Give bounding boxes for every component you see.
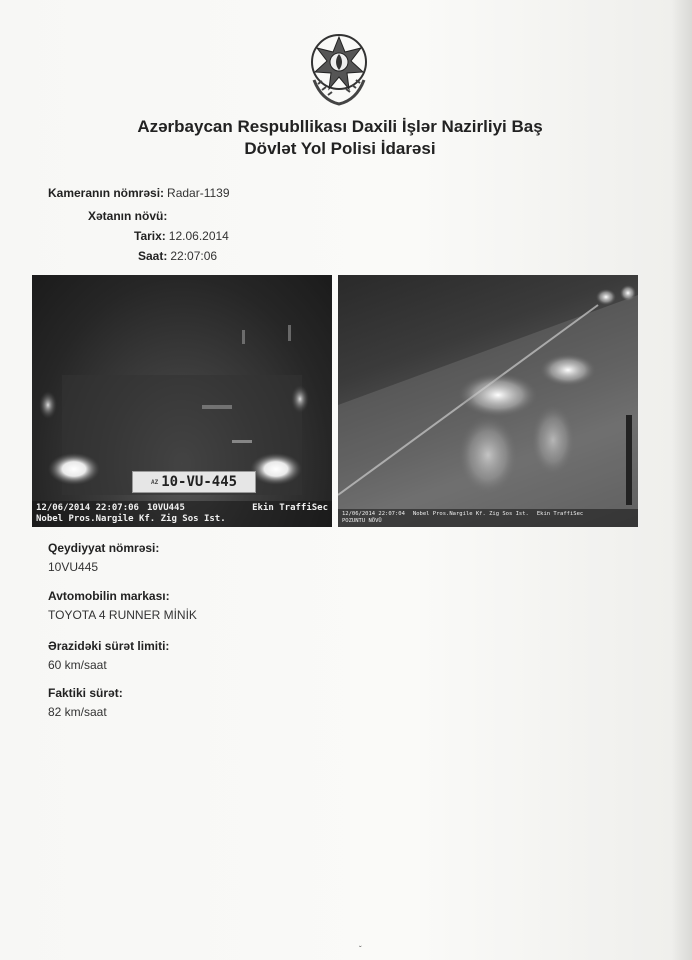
stamp-location: Nobel Pros.Nargile Kf. Zig Sos Ist. (36, 514, 226, 524)
actual-speed-label: Faktiki sürət: (48, 686, 123, 700)
plate-country-flag: AZ (150, 478, 159, 486)
time-row (138, 249, 217, 263)
document-title (100, 116, 580, 160)
radar-photo-front (32, 275, 332, 527)
date-label: Tarix: (134, 229, 166, 243)
photo-overview-stamp (338, 509, 638, 527)
azerbaijan-state-emblem-icon (304, 30, 374, 110)
plate-number: 10-VU-445 (161, 474, 238, 490)
brand-label: Avtomobilin markası: (48, 589, 170, 603)
stamp-datetime: 12/06/2014 22:07:04 (342, 511, 405, 517)
violation-type-row (88, 209, 170, 223)
radar-photo-overview (338, 275, 638, 527)
photo-front-stamp (32, 501, 332, 527)
stamp-brand: Ekin TraffiSec (536, 511, 584, 517)
violation-type-label: Xətanın növü: (88, 209, 168, 223)
scan-mark: ˇ (359, 945, 362, 954)
date-row (134, 229, 229, 243)
brand-value: TOYOTA 4 RUNNER MİNİK (48, 608, 197, 622)
camera-number-row (48, 186, 230, 200)
stamp-violation: POZUNTU NÖVÜ (342, 518, 382, 524)
title-line-2: Dövlət Yol Polisi İdarəsi (244, 139, 436, 158)
speed-limit-field (48, 639, 169, 672)
registration-label: Qeydiyyat nömrəsi: (48, 541, 160, 555)
actual-speed-value: 82 km/saat (48, 705, 107, 719)
camera-number-value: Radar-1139 (167, 186, 230, 200)
time-value: 22:07:06 (170, 249, 218, 263)
registration-field (48, 541, 159, 574)
speed-limit-label: Ərazidəki sürət limiti: (48, 639, 170, 653)
brand-field (48, 589, 197, 622)
title-line-1: Azərbaycan Respubllikası Daxili İşlər Nazirliyi Baş (137, 117, 543, 136)
time-label: Saat: (138, 249, 168, 263)
stamp-brand: Ekin TraffiSec (252, 503, 328, 513)
stamp-location: Nobel Pros.Nargile Kf. Zig Sos Ist. (412, 511, 529, 517)
date-value: 12.06.2014 (168, 229, 229, 243)
road-overview-image (338, 275, 638, 527)
registration-value: 10VU445 (48, 560, 99, 574)
license-plate (132, 471, 256, 493)
actual-speed-field (48, 686, 123, 719)
stamp-datetime: 12/06/2014 22:07:06 (36, 503, 139, 513)
stamp-plate: 10VU445 (146, 503, 185, 513)
speed-limit-value: 60 km/saat (48, 658, 107, 672)
camera-number-label: Kameranın nömrəsi: (48, 186, 165, 200)
